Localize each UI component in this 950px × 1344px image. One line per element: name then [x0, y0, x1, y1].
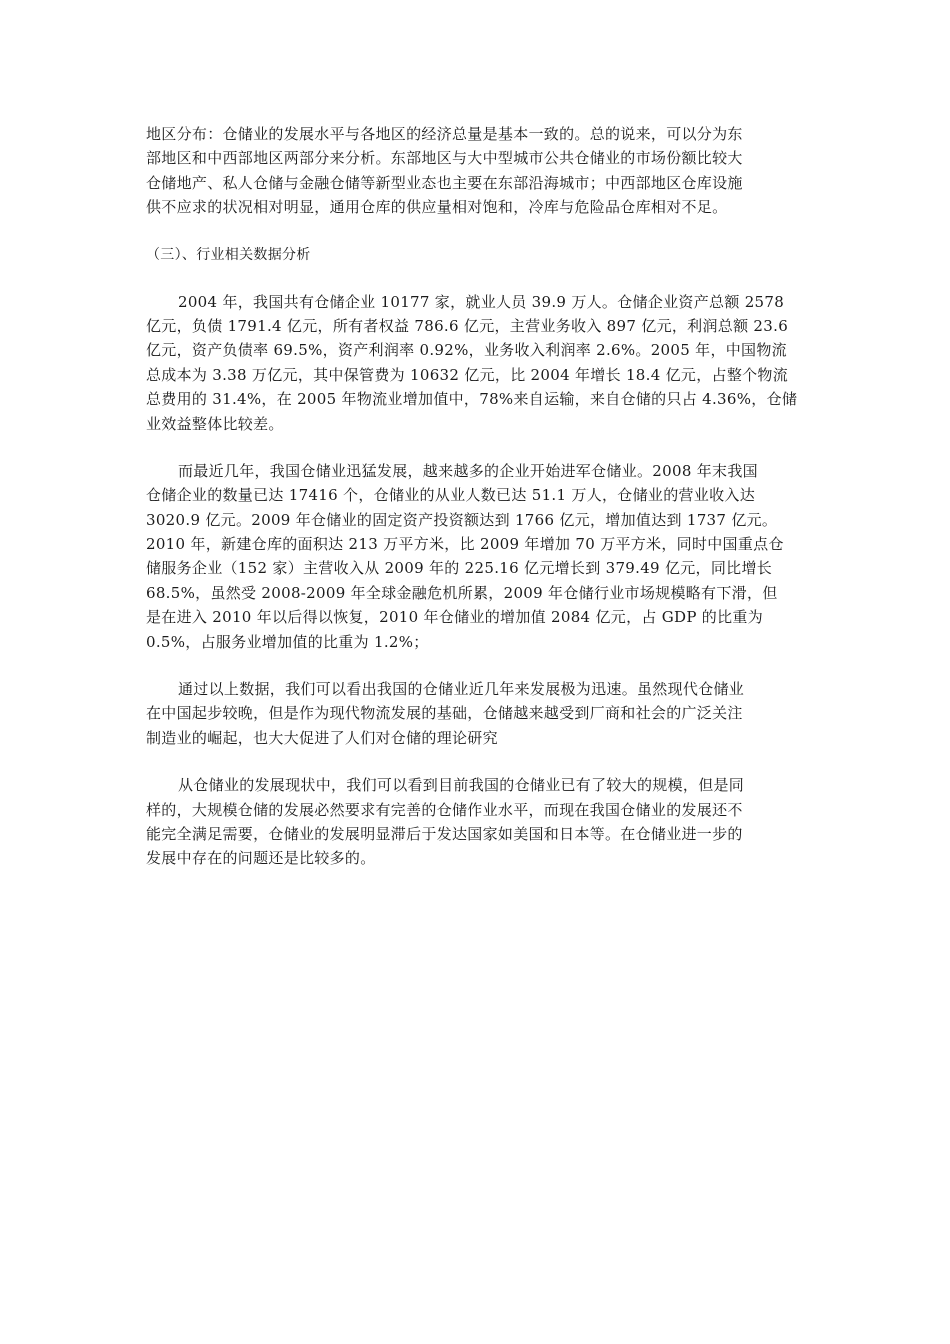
text-line: 68.5%，虽然受 2008-2009 年全球金融危机所累，2009 年仓储行业市场规模略有下滑，但	[146, 583, 778, 602]
text-line: 供不应求的状况相对明显，通用仓库的供应量相对饱和，冷库与危险品仓库相对不足。	[146, 198, 728, 217]
paragraph-2004-data	[146, 290, 836, 436]
text-line: 总成本为 3.38 万亿元，其中保管费为 10632 亿元，比 2004 年增长 18.4 亿元，占整个物流	[146, 365, 789, 384]
paragraph-spacer	[146, 654, 836, 677]
text-line: 仓储地产、私人仓储与金融仓储等新型业态也主要在东部沿海城市；中西部地区仓库设施	[146, 173, 743, 192]
text-line: 从仓储业的发展现状中，我们可以看到目前我国的仓储业已有了较大的规模，但是同	[178, 776, 745, 795]
paragraph-problems	[146, 773, 836, 871]
text-line: 发展中存在的问题还是比较多的。	[146, 849, 376, 868]
text-line: 能完全满足需要，仓储业的发展明显滞后于发达国家如美国和日本等。在仓储业进一步的	[146, 824, 743, 843]
text-line: 仓储企业的数量已达 17416 个，仓储业的从业人数已达 51.1 万人，仓储业的营业收入达	[146, 486, 755, 505]
text-line: 业效益整体比较差。	[146, 414, 284, 433]
paragraph-spacer	[146, 436, 836, 459]
text-line: 0.5%，占服务业增加值的比重为 1.2%；	[146, 632, 429, 651]
text-line: 在中国起步较晚，但是作为现代物流发展的基础，仓储越来越受到厂商和社会的广泛关注	[146, 704, 743, 723]
paragraph-spacer	[146, 750, 836, 773]
section-heading: （三）、行业相关数据分析	[146, 246, 311, 263]
paragraph-recent-years	[146, 459, 836, 654]
text-line: 是在进入 2010 年以后得以恢复，2010 年仓储业的增加值 2084 亿元，占 GDP 的比重为	[146, 608, 764, 627]
document-body	[146, 122, 836, 871]
text-line: 亿元，负债 1791.4 亿元，所有者权益 786.6 亿元，主营业务收入 897 亿元，利润总额 23.6	[146, 316, 789, 335]
paragraph-spacer	[146, 220, 836, 243]
text-line: 2004 年，我国共有仓储企业 10177 家，就业人员 39.9 万人。仓储企业资产总额 2578	[178, 292, 785, 311]
text-line: 制造业的崛起，也大大促进了人们对仓储的理论研究	[146, 728, 498, 747]
text-line: 亿元，资产负债率 69.5%，资产利润率 0.92%，业务收入利润率 2.6%。2005 年，中国物流	[146, 341, 787, 360]
text-line: 2010 年，新建仓库的面积达 213 万平方米，比 2009 年增加 70 万平方米，同时中国重点仓	[146, 535, 784, 554]
text-line: 部地区和中西部地区两部分来分析。东部地区与大中型城市公共仓储业的市场份额比较大	[146, 149, 743, 168]
text-line: 而最近几年，我国仓储业迅猛发展，越来越多的企业开始进军仓储业。2008 年末我国	[178, 461, 758, 480]
text-line: 3020.9 亿元。2009 年仓储业的固定资产投资额达到 1766 亿元，增加值达到 1737 亿元。	[146, 510, 778, 529]
paragraph-conclusion	[146, 677, 836, 750]
text-line: 地区分布：仓储业的发展水平与各地区的经济总量是基本一致的。总的说来，可以分为东	[146, 125, 743, 143]
paragraph-spacer	[146, 267, 836, 290]
text-line: 总费用的 31.4%，在 2005 年物流业增加值中，78%来自运输，来自仓储的只占 4.36%，仓储	[146, 390, 798, 409]
text-line: 储服务企业（152 家）主营收入从 2009 年的 225.16 亿元增长到 379.49 亿元，同比增长	[146, 559, 773, 578]
paragraph-regional-distribution	[146, 122, 836, 220]
text-line: 样的，大规模仓储的发展必然要求有完善的仓储作业水平，而现在我国仓储业的发展还不	[146, 800, 743, 819]
text-line: 通过以上数据，我们可以看出我国的仓储业近几年来发展极为迅速。虽然现代仓储业	[178, 680, 745, 699]
